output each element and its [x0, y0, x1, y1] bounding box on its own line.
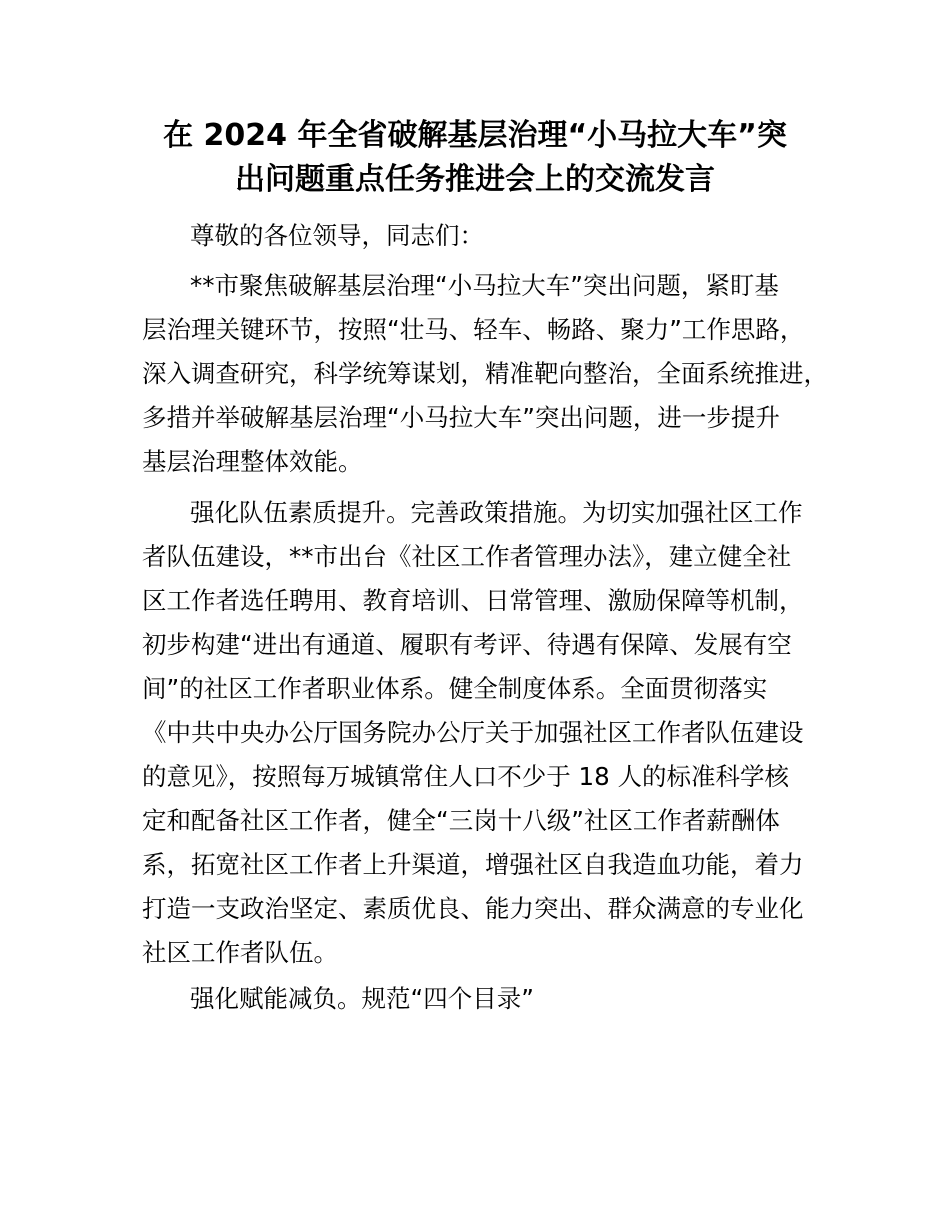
paragraph-2-line: 的意见》，按照每万城镇常住人口不少于 18 人的标准科学核 — [142, 762, 789, 791]
paragraph-2 — [142, 491, 842, 975]
paragraph-1 — [142, 264, 842, 484]
paragraph-1-line: 多措并举破解基层治理“小马拉大车”突出问题，进一步提升 — [142, 403, 780, 432]
document-title-line-1: 在 2024 年全省破解基层治理“小马拉大车”突 — [163, 118, 787, 153]
paragraph-2-line: 社区工作者队伍。 — [142, 938, 338, 967]
document-title-line-2: 出问题重点任务推进会上的交流发言 — [235, 162, 715, 197]
paragraph-1-line: **市聚焦破解基层治理“小马拉大车”突出问题，紧盯基 — [190, 271, 779, 300]
paragraph-2-line: 《中共中央办公厅国务院办公厅关于加强社区工作者队伍建设 — [142, 718, 804, 747]
paragraph-1-line: 基层治理整体效能。 — [142, 447, 363, 476]
paragraph-2-line: 间”的社区工作者职业体系。健全制度体系。全面贯彻落实 — [142, 674, 768, 703]
paragraph-2-line: 定和配备社区工作者，健全“三岗十八级”社区工作者薪酬体 — [142, 806, 780, 835]
greeting — [142, 214, 842, 258]
paragraph-3 — [142, 977, 842, 1021]
paragraph-2-line: 打造一支政治坚定、素质优良、能力突出、群众满意的专业化 — [142, 894, 804, 923]
paragraph-2-line: 区工作者选任聘用、教育培训、日常管理、激励保障等机制， — [142, 586, 804, 615]
paragraph-2-line: 系，拓宽社区工作者上升渠道，增强社区自我造血功能，着力 — [142, 850, 804, 879]
paragraph-3-line: 强化赋能减负。规范“四个目录” — [190, 984, 534, 1013]
paragraph-2-line: 者队伍建设，**市出台《社区工作者管理办法》，建立健全社 — [142, 542, 792, 571]
paragraph-1-line: 深入调查研究，科学统筹谋划，精准靶向整治，全面系统推进， — [142, 359, 828, 388]
paragraph-2-line: 初步构建“进出有通道、履职有考评、待遇有保障、发展有空 — [142, 630, 792, 659]
greeting-text: 尊敬的各位领导，同志们： — [190, 221, 484, 250]
paragraph-1-line: 层治理关键环节，按照“壮马、轻车、畅路、聚力”工作思路， — [142, 315, 805, 344]
paragraph-2-line: 强化队伍素质提升。完善政策措施。为切实加强社区工作 — [190, 498, 803, 527]
